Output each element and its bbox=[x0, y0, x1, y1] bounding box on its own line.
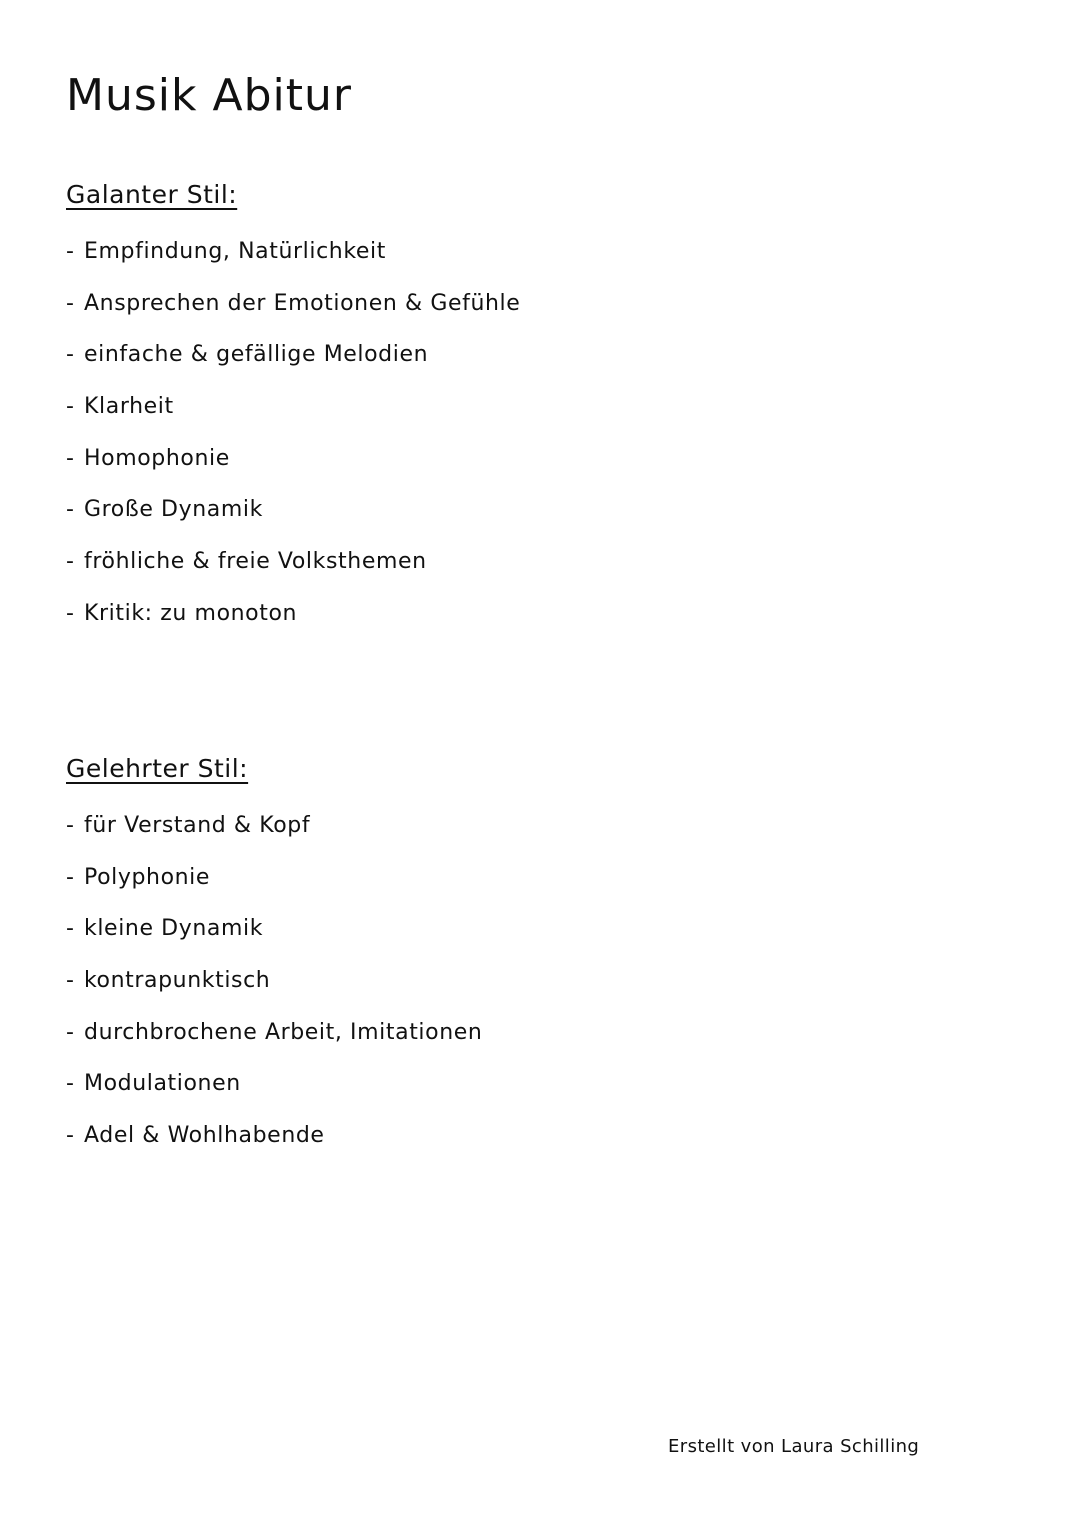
list-item: - kontrapunktisch bbox=[66, 968, 271, 994]
galanter-stil-list bbox=[66, 226, 520, 640]
list-item: - Modulationen bbox=[66, 1071, 241, 1097]
list-item: - einfache & gefällige Melodien bbox=[66, 342, 429, 368]
list-item: - Ansprechen der Emotionen & Gefühle bbox=[66, 290, 521, 316]
list-item: - Große Dynamik bbox=[66, 497, 263, 523]
section-heading-galanter-stil: Galanter Stil: bbox=[66, 180, 238, 209]
list-item: - Homophonie bbox=[66, 445, 230, 471]
gelehrter-stil-list bbox=[66, 800, 482, 1162]
list-item: - fröhliche & freie Volksthemen bbox=[66, 549, 427, 575]
list-item: - Polyphonie bbox=[66, 864, 211, 890]
page-title: Musik Abitur bbox=[66, 70, 352, 121]
list-item: - Adel & Wohlhabende bbox=[66, 1123, 325, 1149]
list-item: - Klarheit bbox=[66, 394, 174, 420]
author-credit: Erstellt von Laura Schilling bbox=[668, 1436, 920, 1457]
section-heading-gelehrter-stil: Gelehrter Stil: bbox=[66, 754, 249, 783]
list-item: - durchbrochene Arbeit, Imitationen bbox=[66, 1019, 483, 1045]
list-item: - Empfindung, Natürlichkeit bbox=[66, 239, 386, 264]
list-item: - kleine Dynamik bbox=[66, 916, 264, 942]
list-item: - Kritik: zu monoton bbox=[66, 600, 298, 626]
list-item: - für Verstand & Kopf bbox=[66, 813, 311, 838]
